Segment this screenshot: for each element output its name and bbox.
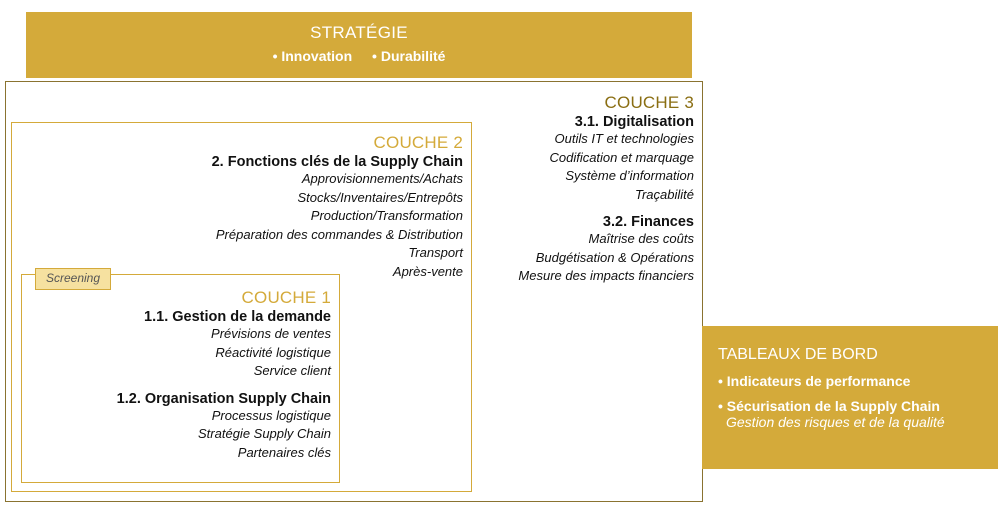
couche3-heading-finances: 3.2. Finances [602, 214, 694, 230]
couche3-list-finances [518, 230, 694, 286]
couche1-list-demande [117, 325, 331, 381]
couche3-list-digitalisation [518, 130, 694, 204]
list-item: Traçabilité [634, 186, 694, 202]
list-item: Après-vente [392, 263, 463, 279]
couche1-list-organisation [117, 407, 331, 463]
couche1-title: COUCHE 1 [241, 288, 331, 307]
couche2-block [212, 133, 463, 281]
list-item: Codification et marquage [549, 149, 694, 165]
list-item: Stratégie Supply Chain [198, 426, 331, 441]
strategy-title: STRATÉGIE [310, 23, 408, 42]
couche3-heading-digitalisation: 3.1. Digitalisation [574, 114, 694, 130]
couche2-title: COUCHE 2 [373, 133, 463, 152]
list-item: Transport [408, 245, 463, 260]
list-item: Mesure des impacts financiers [518, 268, 694, 283]
strategy-item-durabilite: • Durabilité [372, 48, 446, 64]
strategy-item-innovation: • Innovation [272, 48, 353, 64]
couche2-heading: 2. Fonctions clés de la Supply Chain [211, 154, 463, 170]
couche1-heading-organisation: 1.2. Organisation Supply Chain [116, 390, 331, 407]
dashboard-item-indicateurs: • Indicateurs de performance [718, 373, 911, 389]
list-item: Budgétisation & Opérations [535, 249, 694, 265]
strategy-items [26, 48, 692, 64]
list-item: Processus logistique [211, 407, 331, 423]
couche3-title: COUCHE 3 [604, 93, 694, 112]
list-item: Réactivité logistique [215, 344, 331, 360]
list-item: Service client [253, 363, 331, 378]
list-item: Production/Transformation [310, 208, 463, 223]
couche1-heading-demande: 1.1. Gestion de la demande [144, 309, 331, 325]
list-item: Système d’information [565, 168, 694, 183]
list-item: Préparation des commandes & Distribution [215, 226, 463, 242]
screening-tag: Screening [35, 268, 111, 290]
couche2-list [212, 170, 463, 281]
couche3-block [518, 93, 694, 286]
list-item: Stocks/Inventaires/Entrepôts [297, 189, 463, 205]
dashboard-item-securisation-sub: Gestion des risques et de la qualité [726, 414, 945, 430]
list-item: Approvisionnements/Achats [301, 171, 463, 186]
dashboard-box [702, 326, 998, 469]
list-item: Partenaires clés [237, 444, 331, 460]
list-item: Outils IT et technologies [554, 131, 694, 146]
list-item: Prévisions de ventes [211, 326, 331, 341]
couche1-block [117, 288, 331, 462]
dashboard-title: TABLEAUX DE BORD [718, 346, 878, 363]
strategy-banner [26, 12, 692, 78]
list-item: Maîtrise des coûts [588, 231, 694, 246]
dashboard-item-securisation: • Sécurisation de la Supply Chain [718, 398, 940, 414]
